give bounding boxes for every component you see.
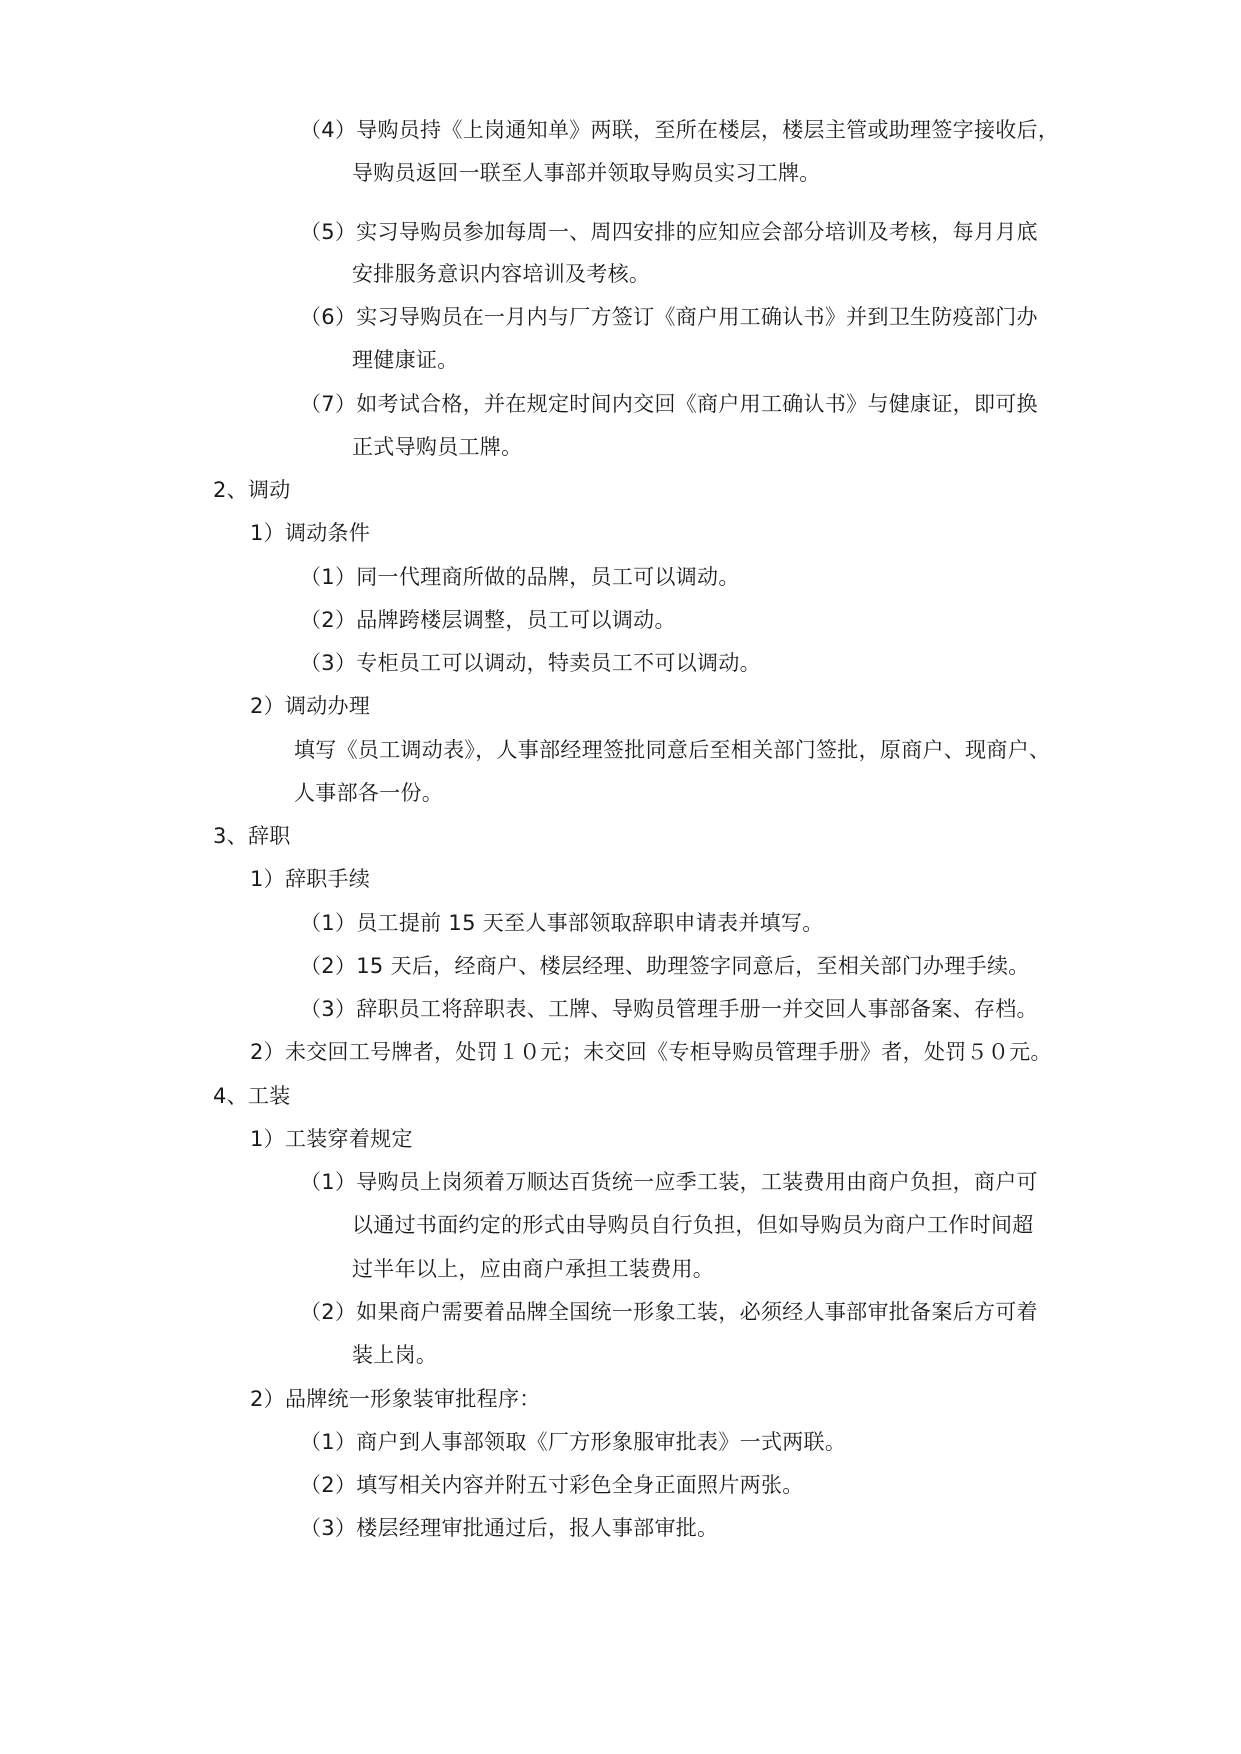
text-line: （2）如果商户需要着品牌全国统一形象工装，必须经人事部审批备案后方可着 <box>300 1300 1038 1324</box>
text-line: （1）同一代理商所做的品牌，员工可以调动。 <box>300 565 740 589</box>
text-line: （2）15 天后，经商户、楼层经理、助理签字同意后，至相关部门办理手续。 <box>300 954 1030 978</box>
subsection-heading: 1）调动条件 <box>250 521 371 545</box>
text-line: 安排服务意识内容培训及考核。 <box>352 262 651 286</box>
text-line: （6）实习导购员在一月内与厂方签订《商户用工确认书》并到卫生防疫部门办 <box>300 305 1038 329</box>
section-heading: 3、辞职 <box>213 824 291 848</box>
subsection-heading: 1）辞职手续 <box>250 867 371 891</box>
text-line: 理健康证。 <box>352 348 459 372</box>
text-line: （7）如考试合格，并在规定时间内交回《商户用工确认书》与健康证，即可换 <box>300 392 1038 416</box>
text-line: （3）专柜员工可以调动，特卖员工不可以调动。 <box>300 651 761 675</box>
section-heading: 2、调动 <box>213 478 291 502</box>
text-line: 过半年以上，应由商户承担工装费用。 <box>352 1257 715 1281</box>
subsection-heading: 2）品牌统一形象装审批程序： <box>250 1387 541 1411</box>
text-line: 以通过书面约定的形式由导购员自行负担，但如导购员为商户工作时间超 <box>352 1213 1034 1237</box>
text-line: 正式导购员工牌。 <box>352 435 523 459</box>
text-line: （1）商户到人事部领取《厂方形象服审批表》一式两联。 <box>300 1430 847 1454</box>
text-line: 人事部各一份。 <box>294 781 444 805</box>
subsection-heading: 1）工装穿着规定 <box>250 1127 413 1151</box>
section-heading: 4、工装 <box>213 1084 291 1108</box>
text-line: （3）辞职员工将辞职表、工牌、导购员管理手册一并交回人事部备案、存档。 <box>300 997 1038 1021</box>
text-line: （2）填写相关内容并附五寸彩色全身正面照片两张。 <box>300 1473 804 1497</box>
text-line: （1）导购员上岗须着万顺达百货统一应季工装，工装费用由商户负担，商户可 <box>300 1170 1038 1194</box>
text-line: （1）员工提前 15 天至人事部领取辞职申请表并填写。 <box>300 911 824 935</box>
text-line: 装上岗。 <box>352 1343 438 1367</box>
text-line: 填写《员工调动表》，人事部经理签批同意后至相关部门签批，原商户、现商户、 <box>294 738 1051 762</box>
subsection-heading: 2）调动办理 <box>250 694 371 718</box>
text-line: （5）实习导购员参加每周一、周四安排的应知应会部分培训及考核，每月月底 <box>300 220 1038 244</box>
text-line: （4）导购员持《上岗通知单》两联，至所在楼层，楼层主管或助理签字接收后， <box>300 118 1060 142</box>
text-line: （2）品牌跨楼层调整，员工可以调动。 <box>300 608 676 632</box>
text-line: 2）未交回工号牌者，处罚１０元；未交回《专柜导购员管理手册》者，处罚５０元。 <box>250 1040 1052 1064</box>
text-line: （3）楼层经理审批通过后，报人事部审批。 <box>300 1516 719 1540</box>
text-line: 导购员返回一联至人事部并领取导购员实习工牌。 <box>352 161 821 185</box>
